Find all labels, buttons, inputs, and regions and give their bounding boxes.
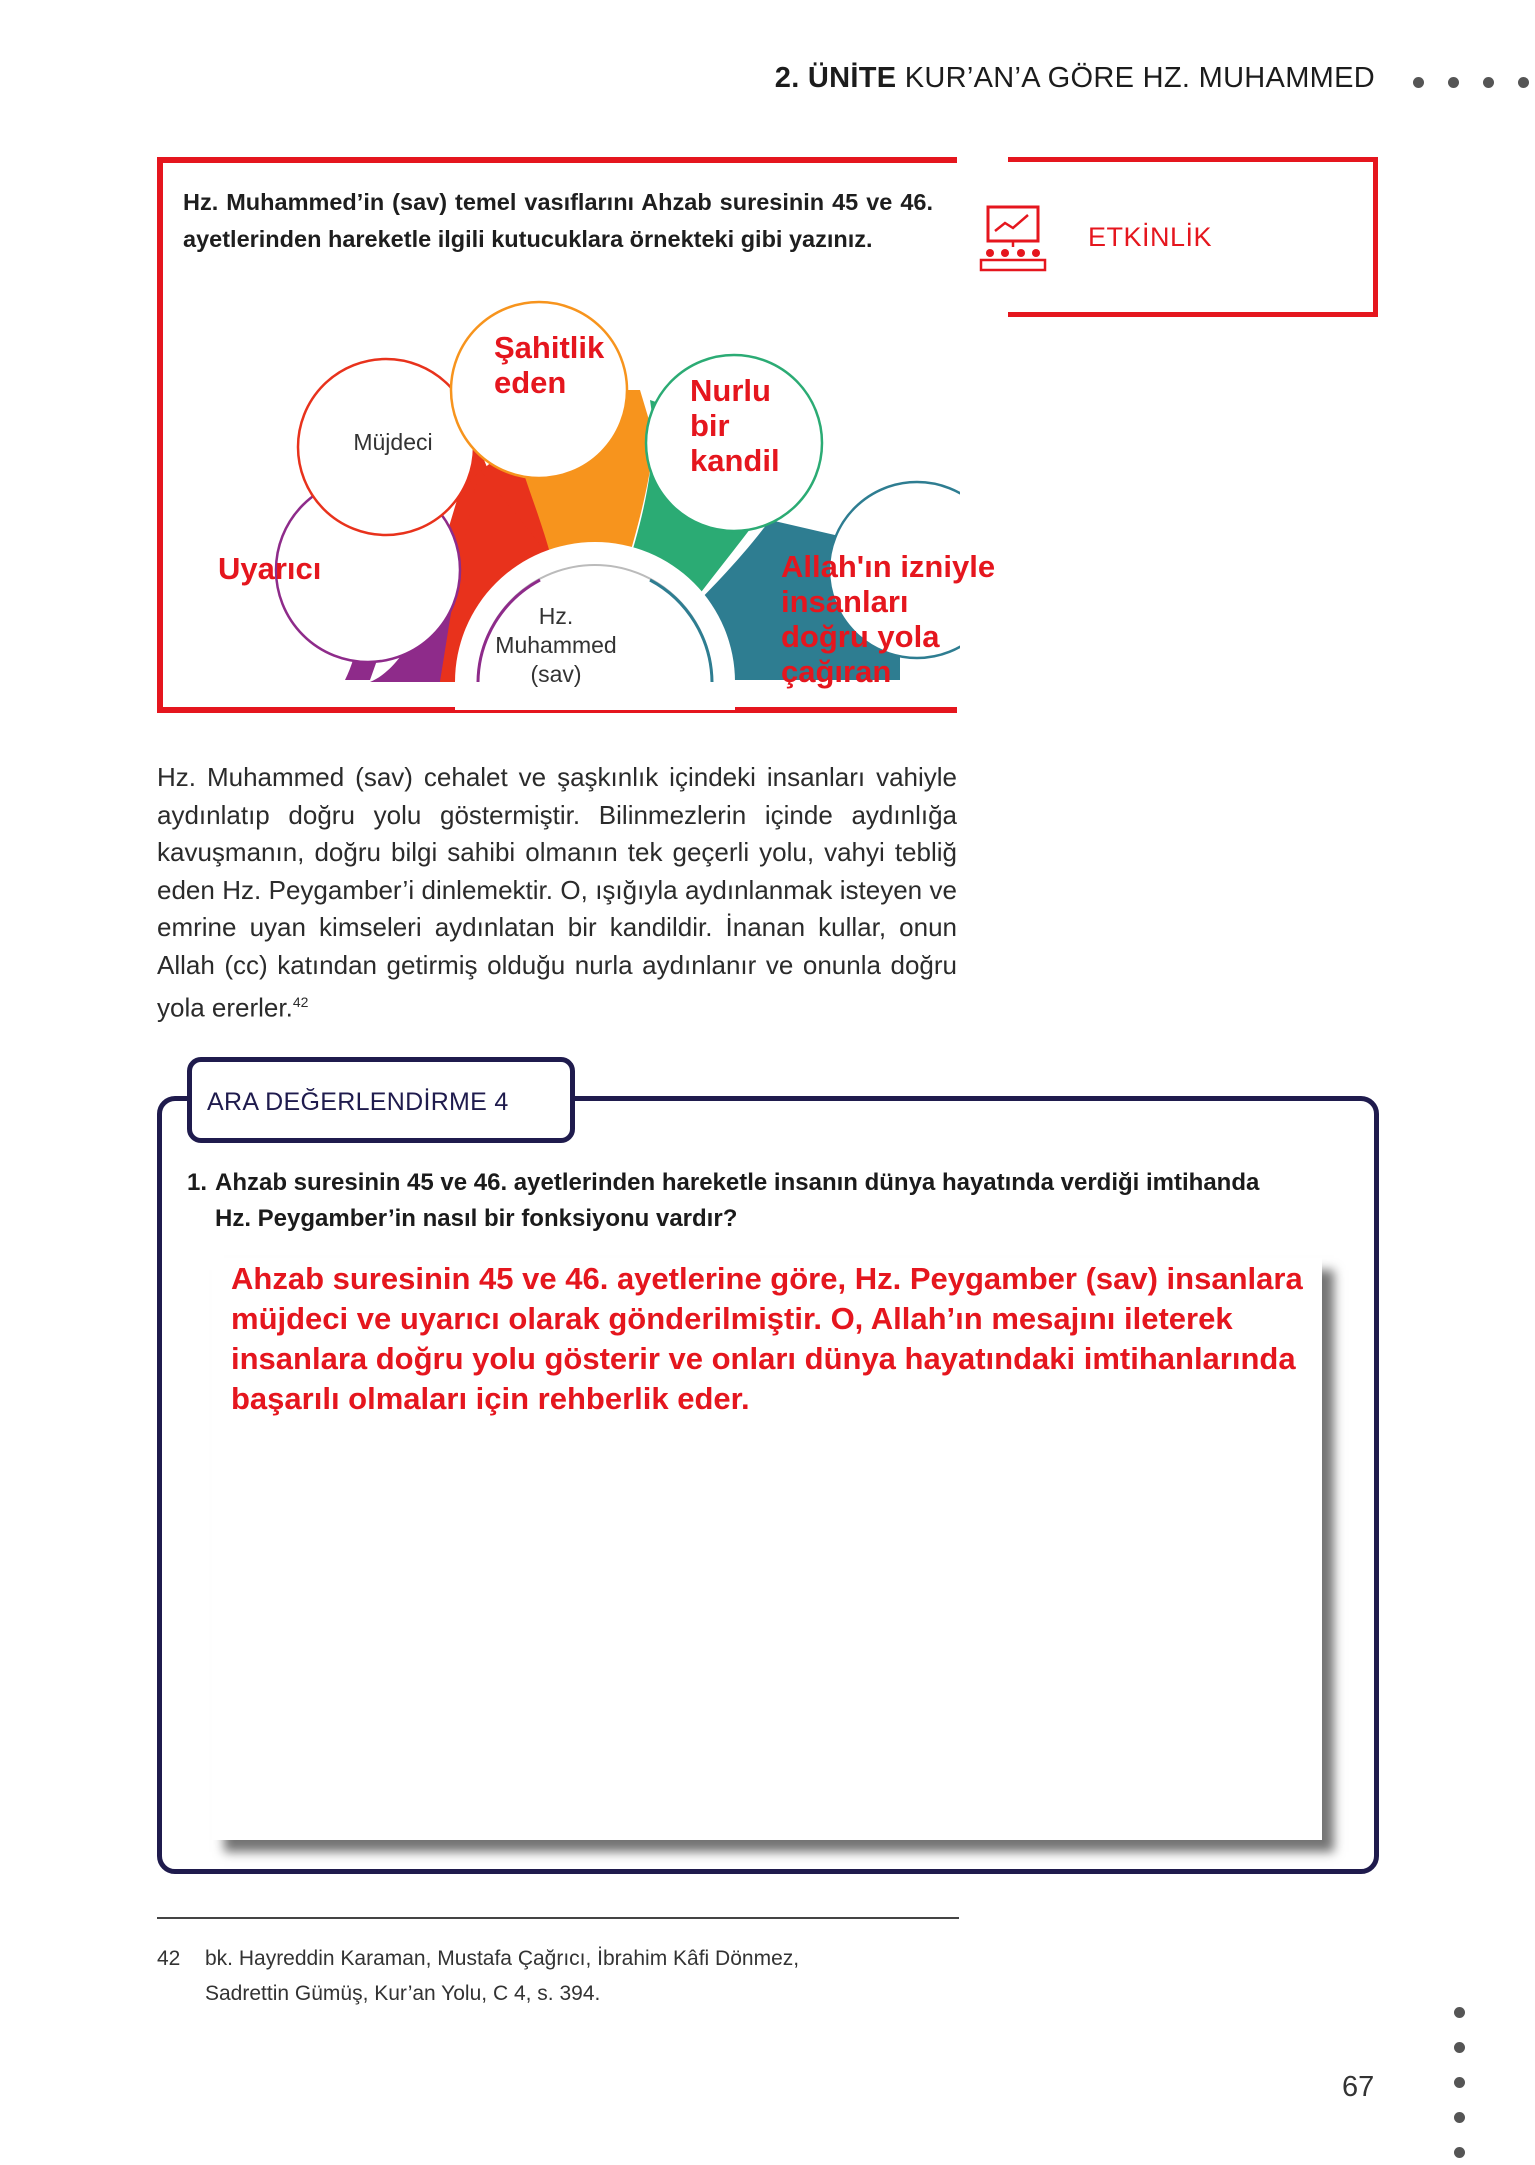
unit-title: KUR’AN’A GÖRE HZ. MUHAMMED bbox=[896, 62, 1375, 94]
label-allah bbox=[781, 549, 995, 689]
question-text-1: Ahzab suresinin 45 ve 46. ayetlerinden hareketle insanın dünya hayatında verdiği imtihanda bbox=[215, 1169, 1260, 1196]
label-allah-line: çağıran bbox=[781, 654, 892, 689]
evaluation-tab-label: ARA DEĞERLENDİRME 4 bbox=[207, 1088, 509, 1116]
label-sahitlik bbox=[494, 330, 604, 400]
footnote-rule bbox=[157, 1917, 959, 1919]
footnote-ref: 42 bbox=[292, 994, 309, 1010]
activity-instructions: Hz. Muhammed’in (sav) temel vasıflarını Ahzab suresinin 45 ve 46. ayetlerinden hareketle ilgili kutucuklara örnekteki gibi yazınız. bbox=[183, 189, 933, 252]
header-dot bbox=[1483, 77, 1494, 88]
side-dot bbox=[1454, 2112, 1465, 2123]
footnote-number: 42 bbox=[157, 1947, 181, 1970]
question-line bbox=[187, 1165, 1347, 1201]
label-center bbox=[476, 602, 636, 689]
label-nurlu-line: kandil bbox=[690, 443, 780, 478]
label-nurlu-line: bir bbox=[690, 408, 730, 443]
label-mujdeci: Müjdeci bbox=[353, 429, 433, 455]
label-uyarici: Uyarıcı bbox=[218, 551, 322, 586]
label-nurlu-line: Nurlu bbox=[690, 373, 771, 408]
label-sahitlik-line: eden bbox=[494, 365, 567, 400]
footnote bbox=[157, 1941, 957, 2011]
presentation-icon bbox=[978, 203, 1048, 273]
label-center-line: Muhammed bbox=[495, 632, 617, 658]
header-title bbox=[775, 62, 1375, 95]
label-nurlu bbox=[690, 373, 780, 478]
header-dot bbox=[1413, 77, 1424, 88]
body-paragraph bbox=[157, 759, 957, 1027]
header-dot bbox=[1448, 77, 1459, 88]
etkinlik-label: ETKİNLİK bbox=[1088, 222, 1213, 252]
body-text: Hz. Muhammed (sav) cehalet ve şaşkınlık içindeki insanları vahiyle aydınlatıp doğru yolu göstermiştir. Bilinmezlerin içinde aydınlığa kavuşmanın, doğru bilgi sahibi olmanın tek geçerli yolu, vahyi tebliğ eden Hz. Peygamber’i dinlemektir. O, ışığıyla aydınlanmak isteyen ve emrine uyan kimseleri aydınlatan bir kandildir. İnanan kullar, onun Allah (cc) katından getirmiş olduğu nurla aydınlanır ve onunla doğru yola ererler. bbox=[157, 762, 957, 1023]
footnote-text-1: bk. Hayreddin Karaman, Mustafa Çağrıcı, İbrahim Kâfi Dönmez, bbox=[205, 1947, 800, 1970]
footnote-text-2: Sadrettin Gümüş, Kur’an Yolu, C 4, s. 394. bbox=[205, 1982, 601, 2005]
label-center-line: (sav) bbox=[530, 661, 582, 687]
circle-uyarici-mask bbox=[373, 633, 387, 647]
question-text-2: Hz. Peygamber’in nasıl bir fonksiyonu vardır? bbox=[215, 1205, 738, 1232]
side-dot bbox=[1454, 2042, 1465, 2053]
label-allah-line: insanları bbox=[781, 584, 909, 619]
footnote-line bbox=[157, 1941, 957, 1976]
question-number: 1. bbox=[187, 1169, 208, 1196]
unit-label: 2. ÜNİTE bbox=[774, 62, 897, 94]
label-sahitlik-line: Şahitlik bbox=[494, 330, 605, 365]
header-dot bbox=[1518, 77, 1529, 88]
page-number: 67 bbox=[1342, 2071, 1375, 2103]
label-center-line: Hz. bbox=[538, 603, 574, 629]
label-allah-line: Allah'ın izniyle bbox=[781, 549, 996, 584]
label-allah-line: doğru yola bbox=[781, 619, 940, 654]
side-dot bbox=[1454, 2077, 1465, 2088]
side-dot bbox=[1454, 2147, 1465, 2158]
answer-text: Ahzab suresinin 45 ve 46. ayetlerine göre, Hz. Peygamber (sav) insanlara müjdeci ve uyarıcı olarak gönderilmiştir. O, Allah’ın mesajını ileterek insanlara doğru yolu gösterir ve onları dünya hayatındaki imtihanlarında başarılı olmaları için rehberlik eder. bbox=[231, 1261, 1303, 1416]
side-dot bbox=[1454, 2007, 1465, 2018]
question bbox=[187, 1165, 1347, 1237]
